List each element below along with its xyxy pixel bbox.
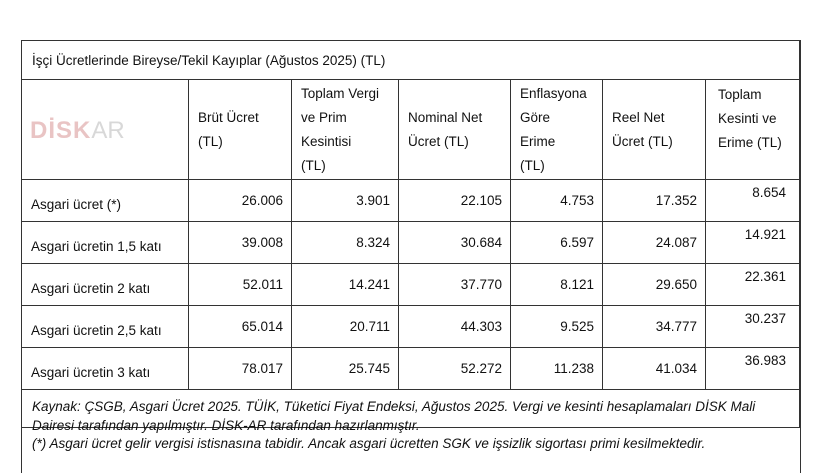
table-cell: 34.777 (603, 306, 706, 348)
table-cell: 22.105 (399, 180, 511, 222)
table-cell: 17.352 (603, 180, 706, 222)
column-header: Enflasyona Göre Erime (TL) (511, 80, 603, 180)
column-header: Brüt Ücret (TL) (189, 80, 292, 180)
asterisk-note: (*) Asgari ücret gelir vergisi istisnasına tabidir. Ancak asgari ücretten SGK ve işsizlik sigortası primi kesilmektedir. (32, 435, 790, 454)
table-cell: 37.770 (399, 264, 511, 306)
row-label: Asgari ücretin 2 katı (22, 264, 189, 306)
table-cell: 11.238 (511, 348, 603, 390)
wage-loss-table (21, 40, 801, 473)
table-cell: 9.525 (511, 306, 603, 348)
column-header: Toplam Kesinti ve Erime (TL) (706, 80, 801, 180)
table-cell: 65.014 (189, 306, 292, 348)
table-title: İşçi Ücretlerinde Bireyse/Tekil Kayıplar (Ağustos 2025) (TL) (22, 41, 801, 80)
column-header: Nominal Net Ücret (TL) (399, 80, 511, 180)
table-row (22, 222, 801, 264)
row-label: Asgari ücretin 3 katı (22, 348, 189, 390)
table-cell: 52.272 (399, 348, 511, 390)
table-cell: 36.983 (706, 348, 801, 390)
footnote (22, 390, 801, 473)
table-row (22, 180, 801, 222)
row-label: Asgari ücret (*) (22, 180, 189, 222)
header-row (22, 80, 801, 180)
row-label: Asgari ücretin 2,5 katı (22, 306, 189, 348)
column-header: Reel Net Ücret (TL) (603, 80, 706, 180)
table-cell: 44.303 (399, 306, 511, 348)
disk-ar-logo: DİSKAR (30, 119, 125, 143)
table-cell: 24.087 (603, 222, 706, 264)
table-cell: 29.650 (603, 264, 706, 306)
table-cell: 14.241 (292, 264, 399, 306)
table-cell: 30.237 (706, 306, 801, 348)
table-row (22, 348, 801, 390)
row-label: Asgari ücretin 1,5 katı (22, 222, 189, 264)
table-cell: 8.654 (706, 180, 801, 222)
table-row (22, 306, 801, 348)
table-cell: 25.745 (292, 348, 399, 390)
table-cell: 22.361 (706, 264, 801, 306)
table-cell: 41.034 (603, 348, 706, 390)
table-cell: 8.121 (511, 264, 603, 306)
table-cell: 39.008 (189, 222, 292, 264)
table-cell: 52.011 (189, 264, 292, 306)
logo-cell (22, 80, 189, 180)
table-cell: 30.684 (399, 222, 511, 264)
table-cell: 3.901 (292, 180, 399, 222)
table-cell: 26.006 (189, 180, 292, 222)
table-cell: 4.753 (511, 180, 603, 222)
table-cell: 14.921 (706, 222, 801, 264)
table-container (21, 40, 800, 428)
table-cell: 6.597 (511, 222, 603, 264)
table-cell: 78.017 (189, 348, 292, 390)
table-row (22, 264, 801, 306)
table-cell: 20.711 (292, 306, 399, 348)
source-note: Kaynak: ÇSGB, Asgari Ücret 2025. TÜİK, Tüketici Fiyat Endeksi, Ağustos 2025. Vergi ve kesinti hesaplamaları DİSK Mali Dairesi tarafından yapılmıştır. DİSK-AR tarafından hazırlanmıştır. (32, 398, 790, 435)
table-cell: 8.324 (292, 222, 399, 264)
column-header: Toplam Vergi ve Prim Kesintisi (TL) (292, 80, 399, 180)
